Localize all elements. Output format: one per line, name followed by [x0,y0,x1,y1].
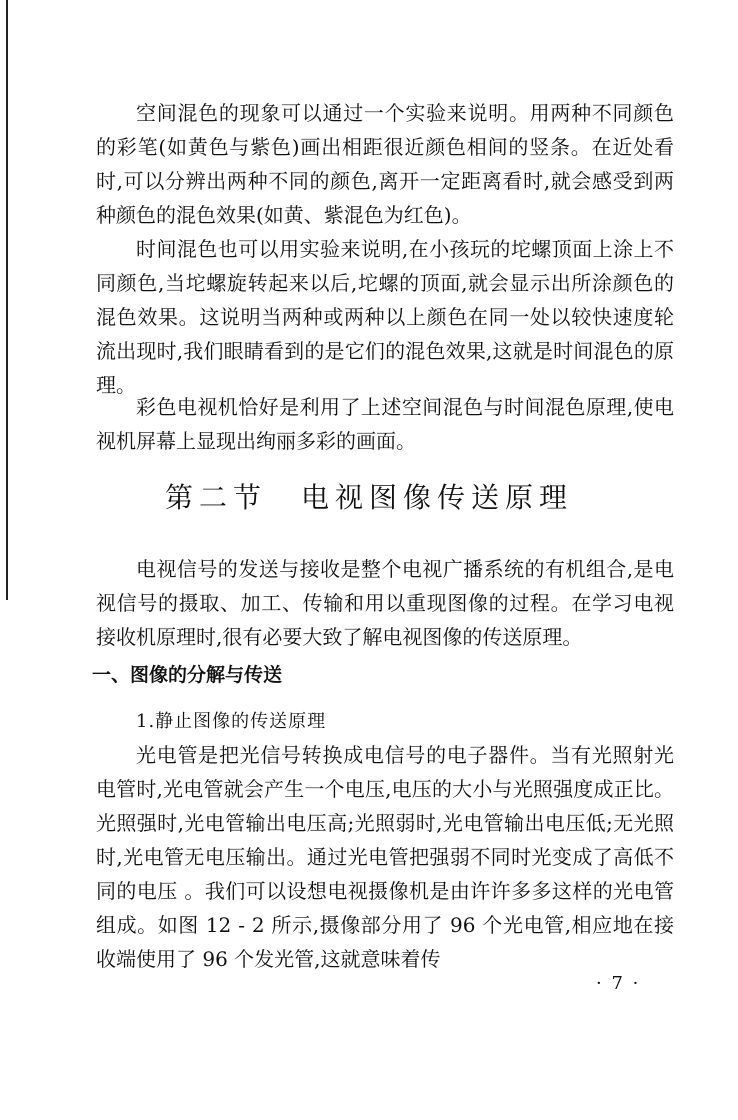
page-number: · 7 · [596,973,641,994]
subsection-title: 一、图像的分解与传送 [92,664,283,686]
paragraph-spatial-mixing: 空间混色的现象可以通过一个实验来说明。用两种不同颜色的彩笔(如黄色与紫色)画出相距很近颜色相间的竖条。在近处看时,可以分辨出两种不同的颜色,离开一定距离看时,就会感受到两种颜色的混色效果(如黄、紫混色为红色)。 [96,101,674,227]
paragraph-photocell: 光电管是把光信号转换成电信号的电子器件。当有光照射光电管时,光电管就会产生一个电压,电压的大小与光照强度成正比。光照强时,光电管输出电压高;光照弱时,光电管输出电压低;无光照时,光电管无电压输出。通过光电管把强弱不同时光变成了高低不同的电压 。我们可以设想电视摄像机是由许许多多这样的光电管组成。如图 12 - 2 所示,摄像部分用了 96 个光电管,相应地在接收端使用了 96 个发光管,这就意味着传 [96,743,674,971]
subsubsection-title: 1.静止图像的传送原理 [136,711,327,732]
paragraph-section-intro: 电视信号的发送与接收是整个电视广播系统的有机组合,是电视信号的摄取、加工、传输和用以重现图像的过程。在学习电视接收机原理时,很有必要大致了解电视图像的传送原理。 [96,557,674,649]
paragraph-temporal-mixing: 时间混色也可以用实验来说明,在小孩玩的坨螺顶面上涂上不同颜色,当坨螺旋转起来以后,坨螺的顶面,就会显示出所涂颜色的混色效果。这说明当两种或两种以上颜色在同一处以较快速度轮流出现时,我们眼睛看到的是它们的混色效果,这就是时间混色的原理。 [96,237,674,397]
section-title: 第二节 电视图像传送原理 [164,481,573,514]
paragraph-color-tv: 彩色电视机恰好是利用了上述空间混色与时间混色原理,使电视机屏幕上显现出绚丽多彩的画面。 [96,395,674,453]
